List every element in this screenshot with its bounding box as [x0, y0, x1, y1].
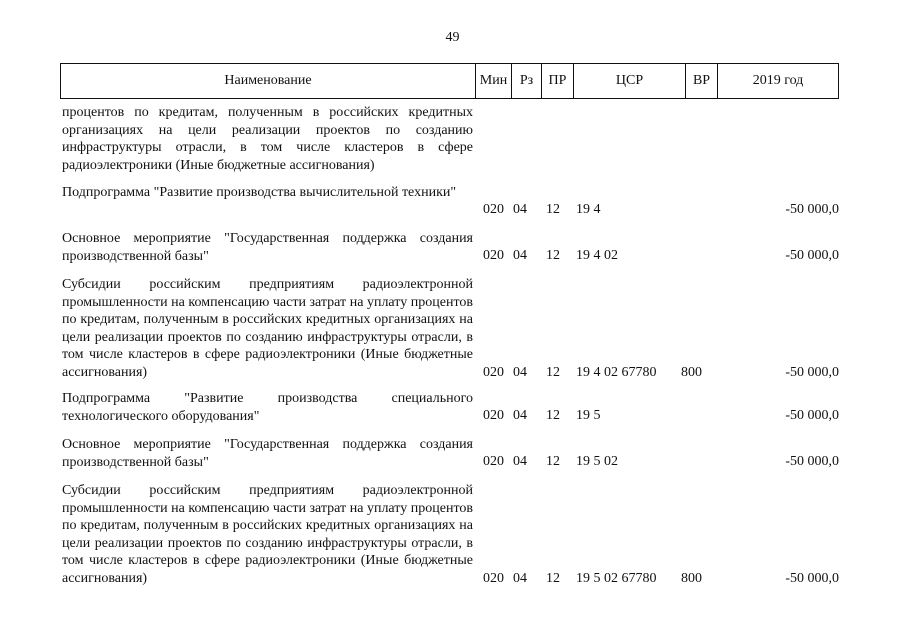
row-amount: -50 000,0: [785, 408, 839, 424]
row-csr: 19 4 02 67780: [576, 365, 657, 381]
row-name: Субсидии российским предприятиям радиоэлектронной промышленности на компенсацию части затрат на уплату процентов по кредитам, полученным в российских кредитных организациях на цели реализации проектов по созданию инфраструктуры отрасли, в том числе кластеров в сфере радиоэлектроники (Иные бюджетные ассигнования): [62, 277, 473, 380]
column-header-vr: ВР: [685, 64, 717, 98]
row-name: Основное мероприятие "Государственная поддержка создания производственной базы": [62, 231, 473, 264]
row-name: процентов по кредитам, полученным в российских кредитных организациях на цели реализации проектов по созданию инфраструктуры отрасли, в том числе кластеров в сфере радиоэлектроники (Иные бюджетные ассигнования): [62, 105, 473, 173]
row-amount: -50 000,0: [785, 454, 839, 470]
table-row: [0, 390, 905, 425]
row-min: 020: [483, 248, 504, 264]
row-name: Подпрограмма "Развитие производства вычислительной техники": [62, 185, 457, 200]
row-rz: 04: [513, 571, 527, 587]
page-number: 49: [445, 30, 460, 45]
table-row: [0, 436, 905, 471]
row-rz: 04: [513, 454, 527, 470]
table-row: [0, 184, 905, 219]
row-vr: 800: [681, 365, 702, 381]
column-header-year: 2019 год: [717, 64, 838, 98]
row-min: 020: [483, 202, 504, 218]
row-rz: 04: [513, 248, 527, 264]
row-csr: 19 5: [576, 408, 601, 424]
row-pr: 12: [546, 408, 560, 424]
row-min: 020: [483, 454, 504, 470]
column-header-name: Наименование: [224, 73, 312, 88]
row-pr: 12: [546, 202, 560, 218]
column-header-csr: ЦСР: [573, 64, 685, 98]
column-header-pr: ПР: [541, 64, 573, 98]
row-amount: -50 000,0: [785, 202, 839, 218]
row-min: 020: [483, 365, 504, 381]
row-csr: 19 4 02: [576, 248, 618, 264]
row-rz: 04: [513, 202, 527, 218]
table-row: [0, 276, 905, 382]
row-pr: 12: [546, 248, 560, 264]
row-csr: 19 4: [576, 202, 601, 218]
row-min: 020: [483, 571, 504, 587]
table-row: [0, 482, 905, 588]
row-name: Подпрограмма "Развитие производства специального технологического оборудования": [62, 391, 473, 424]
row-csr: 19 5 02 67780: [576, 571, 657, 587]
column-header-min: Мин: [475, 64, 511, 98]
row-amount: -50 000,0: [785, 365, 839, 381]
row-pr: 12: [546, 571, 560, 587]
table-row: [0, 230, 905, 265]
table-header: [60, 63, 839, 99]
row-min: 020: [483, 408, 504, 424]
row-name: Субсидии российским предприятиям радиоэлектронной промышленности на компенсацию части затрат на уплату процентов по кредитам, полученным в российских кредитных организациях на цели реализации проектов по созданию инфраструктуры отрасли, в том числе кластеров в сфере радиоэлектроники (Иные бюджетные ассигнования): [62, 483, 473, 586]
row-rz: 04: [513, 408, 527, 424]
row-pr: 12: [546, 454, 560, 470]
row-rz: 04: [513, 365, 527, 381]
row-pr: 12: [546, 365, 560, 381]
row-vr: 800: [681, 571, 702, 587]
row-amount: -50 000,0: [785, 248, 839, 264]
table-row: [0, 104, 905, 174]
row-amount: -50 000,0: [785, 571, 839, 587]
row-csr: 19 5 02: [576, 454, 618, 470]
row-name: Основное мероприятие "Государственная поддержка создания производственной базы": [62, 437, 473, 470]
column-header-rz: Рз: [511, 64, 541, 98]
